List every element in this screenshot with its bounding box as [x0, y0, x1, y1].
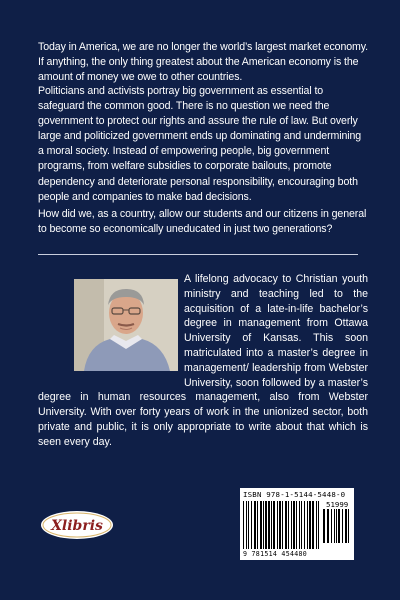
paragraph-intro: Today in America, we are no longer the world’s largest market economy. If anything, the only thing greatest about the American economy is the amount of money we owe to other countries. [38, 41, 369, 84]
paragraph-question: How did we, as a country, allow our students and our citizens in general to become so economically uneducated in just two generations? [38, 208, 367, 236]
barcode-digits: 9 781514 454480 [243, 550, 308, 558]
barcode [240, 488, 354, 560]
section-divider [38, 254, 358, 255]
author-bio-text: A lifelong advocacy to Christian youth ministry and teaching led to the acquisition of a late-in-life bachelor’s degree in management from Ottawa University of Kansas. This soon matriculated into a master’s degree in management/ leadership from Webster University, soon followed by a master’s degree in human resources management, also from Webster University. With over forty years of work in the unionized sector, both private and public, it is only appropriate to write about that which is seen every day. [38, 273, 368, 448]
xlibris-logo-icon [40, 510, 114, 540]
publisher-logo [40, 510, 114, 540]
price-code: 51999 [326, 500, 349, 509]
paragraph-government: Politicians and activists portray big government as essential to safeguard the common good. There is no question we need the government to protect our rights and assure the rule of law. But overly large and politicized government ends up dominating and undermining a moral society. Instead of empowering people, big government programs, from welfare subsidies to corporate bailouts, promote dependency and deteriorate personal responsibility, encouraging both people and companies to make bad decisions. [38, 85, 362, 203]
isbn-label: ISBN 978-1-5144-5448-0 [243, 490, 346, 499]
barcode-bars-icon [243, 501, 321, 549]
author-bio [38, 272, 368, 450]
price-barcode-bars-icon [323, 509, 351, 543]
publisher-name: Xlibris [51, 518, 103, 534]
